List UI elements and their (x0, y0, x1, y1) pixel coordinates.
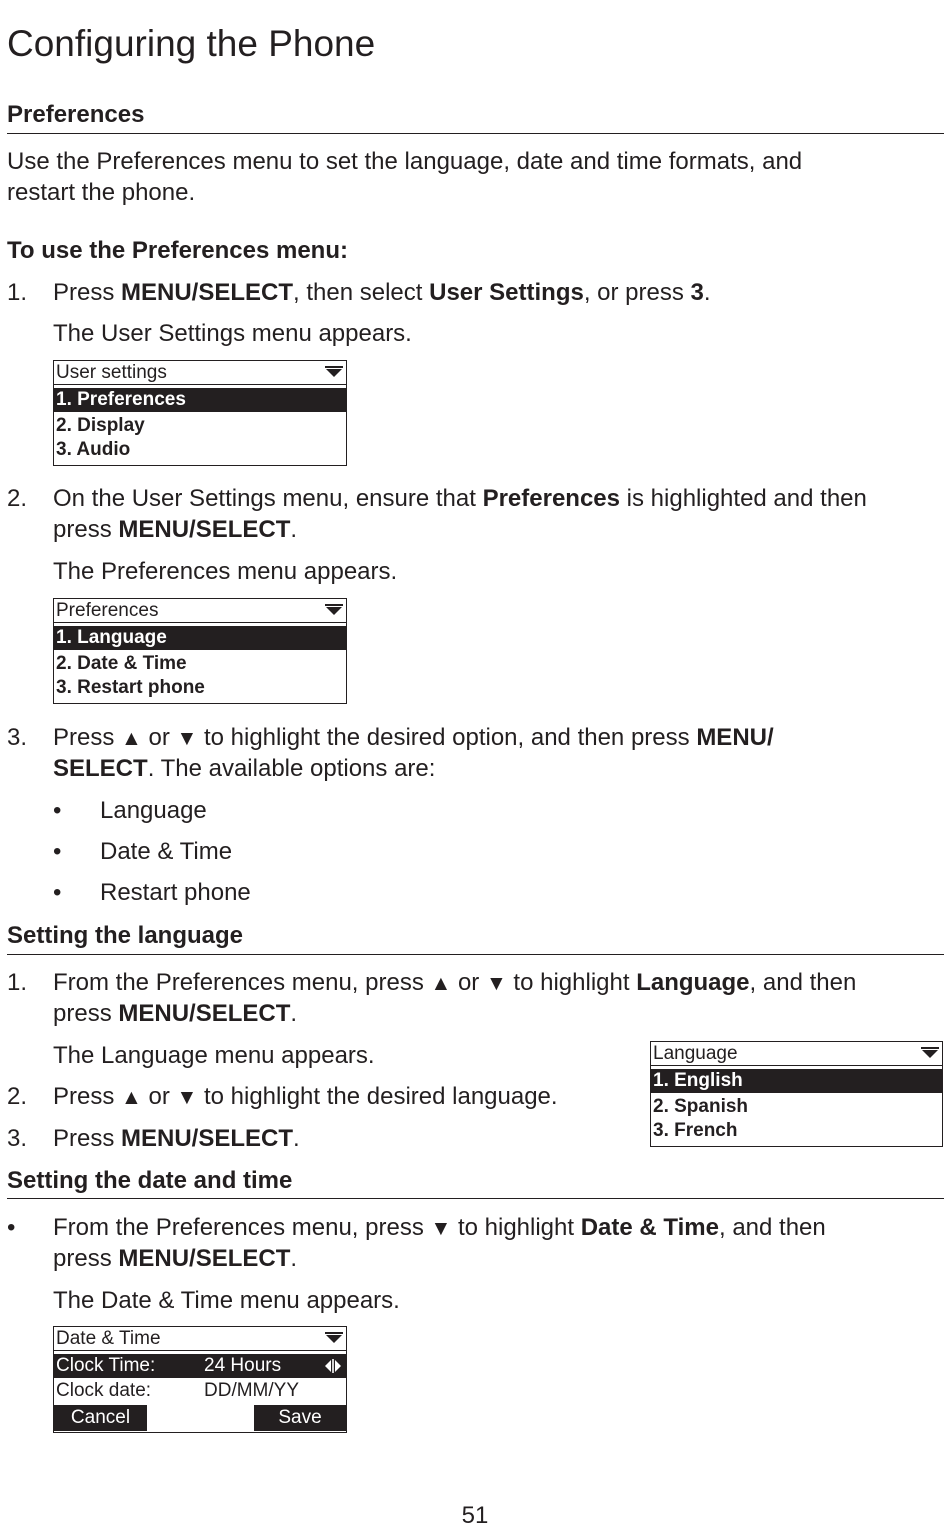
step-number: 1. (7, 279, 28, 306)
clock-date-label: Clock date: (56, 1380, 152, 1401)
step-number: 2. (7, 485, 28, 512)
step-text: Press ▲ or ▼ to highlight the desired language. (53, 1083, 558, 1110)
down-arrow-icon: ▼ (176, 727, 198, 750)
section-rule (7, 954, 944, 955)
softkey-bar (54, 1405, 346, 1431)
page-title: Configuring the Phone (7, 23, 376, 64)
clock-time-label: Clock Time: (56, 1355, 156, 1376)
section-heading-preferences: Preferences (7, 101, 145, 128)
lcd-date-time (53, 1326, 347, 1433)
clock-date-value: DD/MM/YY (204, 1380, 299, 1401)
language-step-1-result: The Language menu appears. (53, 1042, 375, 1069)
datetime-step-result: The Date & Time menu appears. (53, 1287, 400, 1314)
section-rule (7, 133, 944, 134)
datetime-step-line-2: press MENU/SELECT. (53, 1245, 298, 1272)
lcd-item: 3. Restart phone (56, 677, 205, 698)
bullet-icon: • (53, 838, 62, 865)
step-text: From the Preferences menu, press ▼ to highlight Date & Time, and then (53, 1214, 826, 1241)
lcd-row-clock-date (54, 1379, 346, 1403)
lcd-preferences (53, 598, 347, 704)
bullet-icon: • (53, 879, 62, 906)
up-arrow-icon: ▲ (430, 972, 452, 995)
step-1-result: The User Settings menu appears. (53, 320, 412, 347)
lcd-row-clock-time (54, 1354, 346, 1378)
step-text: Press MENU/SELECT. (53, 1125, 300, 1152)
section-heading-language: Setting the language (7, 922, 244, 949)
step-number: 1. (7, 969, 28, 996)
bullet-icon: • (7, 1214, 16, 1241)
subheading-use-preferences: To use the Preferences menu: (7, 237, 348, 264)
lcd-item-selected: 1. Language (54, 626, 346, 650)
step-2-result: The Preferences menu appears. (53, 558, 398, 585)
lcd-item: 2. Display (56, 415, 145, 436)
step-text: On the User Settings menu, ensure that Preferences is highlighted and then (53, 485, 867, 512)
lcd-item-selected: 1. Preferences (54, 388, 346, 412)
scroll-down-icon (922, 1050, 938, 1058)
section-rule (7, 1198, 944, 1199)
up-arrow-icon: ▲ (121, 1086, 142, 1109)
scroll-down-icon (326, 369, 342, 377)
lcd-item: 3. Audio (56, 439, 131, 460)
language-step-1-line-2: press MENU/SELECT. (53, 1000, 298, 1027)
step-3-line-2: SELECT. The available options are: (53, 755, 436, 782)
lcd-title: Language (651, 1042, 942, 1066)
page-number: 51 (461, 1502, 489, 1529)
step-text: From the Preferences menu, press ▲ or ▼ to highlight Language, and then (53, 969, 857, 996)
lcd-item: 2. Spanish (653, 1096, 749, 1117)
option-item: Language (100, 797, 207, 824)
bullet-icon: • (53, 797, 62, 824)
lcd-user-settings (53, 360, 347, 466)
lcd-title: Preferences (54, 599, 346, 623)
cancel-softkey: Cancel (54, 1405, 147, 1431)
lcd-item: 2. Date & Time (56, 653, 187, 674)
step-number: 2. (7, 1083, 28, 1110)
lcd-language (650, 1041, 943, 1147)
scroll-down-icon (326, 1335, 342, 1343)
option-item: Restart phone (100, 879, 251, 906)
save-softkey: Save (254, 1405, 346, 1431)
scroll-down-icon (326, 607, 342, 615)
step-text: Press MENU/SELECT, then select User Settings, or press 3. (53, 279, 711, 306)
lcd-item-selected: 1. English (651, 1069, 942, 1093)
down-arrow-icon: ▼ (485, 972, 507, 995)
up-arrow-icon: ▲ (121, 727, 142, 750)
lcd-item: 3. French (653, 1120, 738, 1141)
step-2-line-2: press MENU/SELECT. (53, 516, 298, 543)
down-arrow-icon: ▼ (176, 1086, 198, 1109)
step-number: 3. (7, 724, 28, 751)
left-right-arrows-icon (324, 1358, 342, 1374)
step-number: 3. (7, 1125, 28, 1152)
option-item: Date & Time (100, 838, 233, 865)
down-arrow-icon: ▼ (430, 1217, 452, 1240)
intro-line-1: Use the Preferences menu to set the language, date and time formats, and (7, 148, 803, 175)
lcd-title: Date & Time (54, 1327, 346, 1351)
section-heading-datetime: Setting the date and time (7, 1167, 293, 1194)
lcd-title: User settings (54, 361, 346, 385)
step-text: Press ▲ or ▼ to highlight the desired option, and then press MENU/ (53, 724, 774, 751)
intro-line-2: restart the phone. (7, 179, 196, 206)
clock-time-value: 24 Hours (204, 1355, 282, 1376)
